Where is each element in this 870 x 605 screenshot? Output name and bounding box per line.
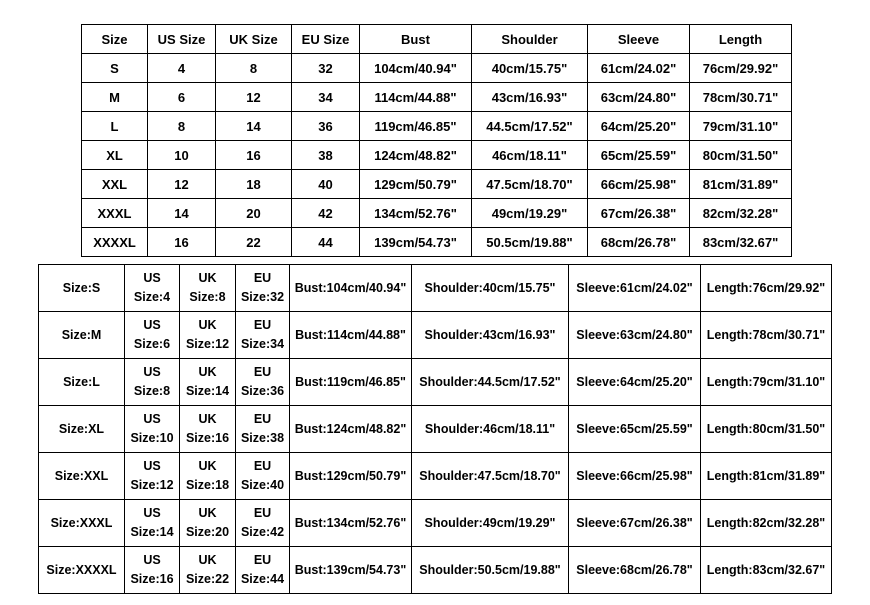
table-cell (290, 265, 412, 312)
cell-text: US (143, 318, 161, 332)
table-cell: 36 (292, 112, 360, 141)
column-header: Length (690, 25, 792, 54)
size-chart-table-detailed (38, 264, 832, 594)
cell-text: Length:81cm/31.89" (706, 468, 826, 483)
cell-text: EU (253, 553, 272, 567)
table-cell (39, 312, 125, 359)
column-header: Shoulder (472, 25, 588, 54)
table-row (39, 359, 832, 406)
size-chart-table (81, 24, 792, 257)
cell-text: Sleeve:66cm/25.98" (576, 468, 693, 483)
cell-text: Shoulder:49cm/19.29" (424, 515, 556, 530)
table-cell: XXXXL (82, 228, 148, 257)
cell-text: Sleeve:64cm/25.20" (576, 374, 693, 389)
table-cell: 50.5cm/19.88" (472, 228, 588, 257)
cell-text: Size:4 (133, 290, 171, 304)
cell-text: Size:44 (240, 572, 285, 586)
table-cell (125, 406, 180, 453)
table-cell (412, 312, 569, 359)
table-cell: 81cm/31.89" (690, 170, 792, 199)
table-cell (180, 547, 236, 594)
table-row (39, 406, 832, 453)
table-cell (180, 359, 236, 406)
cell-text: Shoulder:40cm/15.75" (424, 280, 556, 295)
table-cell (180, 500, 236, 547)
table-cell (180, 406, 236, 453)
table-cell (180, 312, 236, 359)
table-cell: 44.5cm/17.52" (472, 112, 588, 141)
table-cell: XXL (82, 170, 148, 199)
table-cell (290, 359, 412, 406)
table-cell: 32 (292, 54, 360, 83)
cell-text: UK (198, 506, 217, 520)
table-cell (236, 265, 290, 312)
table-cell: 64cm/25.20" (588, 112, 690, 141)
cell-text: Size:6 (133, 337, 171, 351)
cell-text: Size:14 (185, 384, 230, 398)
table-cell (125, 547, 180, 594)
cell-text: Size:8 (133, 384, 171, 398)
cell-text: Size:34 (240, 337, 285, 351)
table-cell: 40cm/15.75" (472, 54, 588, 83)
table-cell: 12 (148, 170, 216, 199)
table-row (82, 141, 792, 170)
cell-text: Length:83cm/32.67" (706, 562, 826, 577)
table-cell: 14 (216, 112, 292, 141)
cell-text: Size:8 (189, 290, 226, 304)
table-cell (290, 500, 412, 547)
cell-text: Bust:119cm/46.85" (295, 374, 406, 389)
table-cell (569, 547, 701, 594)
table-cell (701, 312, 832, 359)
cell-text: Size:XL (58, 421, 105, 436)
table-cell: 6 (148, 83, 216, 112)
table-cell (412, 547, 569, 594)
table-cell (412, 265, 569, 312)
cell-text: Bust:124cm/48.82" (294, 421, 407, 436)
table-cell: 10 (148, 141, 216, 170)
table-cell (290, 547, 412, 594)
table-cell: 79cm/31.10" (690, 112, 792, 141)
table-cell: 49cm/19.29" (472, 199, 588, 228)
table-cell (701, 359, 832, 406)
cell-text: US (143, 412, 161, 426)
table-cell: 16 (216, 141, 292, 170)
table-cell (569, 312, 701, 359)
column-header: Bust (360, 25, 472, 54)
table-cell (180, 453, 236, 500)
cell-text: EU (253, 459, 272, 473)
table-cell: 44 (292, 228, 360, 257)
cell-text: UK (198, 553, 217, 567)
table-cell: 134cm/52.76" (360, 199, 472, 228)
table-cell (412, 359, 569, 406)
cell-text: Size:XXXL (50, 515, 113, 530)
table-cell: 38 (292, 141, 360, 170)
table-cell: 124cm/48.82" (360, 141, 472, 170)
column-header: EU Size (292, 25, 360, 54)
cell-text: US (143, 271, 161, 285)
cell-text: EU (253, 365, 272, 379)
table-cell (125, 312, 180, 359)
table-cell: 47.5cm/18.70" (472, 170, 588, 199)
cell-text: Bust:114cm/44.88" (295, 327, 406, 342)
cell-text: Size:12 (185, 337, 230, 351)
cell-text: Size:20 (185, 525, 230, 539)
table-cell: 67cm/26.38" (588, 199, 690, 228)
table-cell: 43cm/16.93" (472, 83, 588, 112)
table-cell: 76cm/29.92" (690, 54, 792, 83)
cell-text: Length:78cm/30.71" (706, 327, 826, 342)
table-cell: 20 (216, 199, 292, 228)
table-row (82, 170, 792, 199)
table-cell (39, 547, 125, 594)
table-cell (412, 453, 569, 500)
table-cell (125, 265, 180, 312)
cell-text: Size:22 (185, 572, 230, 586)
table-row (82, 199, 792, 228)
cell-text: Size:10 (130, 431, 174, 445)
table-cell (701, 406, 832, 453)
table-cell: 114cm/44.88" (360, 83, 472, 112)
cell-text: Size:XXXXL (46, 562, 117, 577)
table-cell (39, 453, 125, 500)
cell-text: Size:XXL (54, 468, 109, 483)
cell-text: EU (253, 412, 272, 426)
cell-text: Bust:129cm/50.79" (294, 468, 407, 483)
table-row (82, 112, 792, 141)
table-cell: 16 (148, 228, 216, 257)
cell-text: Length:80cm/31.50" (706, 421, 826, 436)
cell-text: Size:18 (185, 478, 230, 492)
cell-text: Sleeve:63cm/24.80" (576, 327, 693, 342)
table-cell (569, 453, 701, 500)
column-header: Sleeve (588, 25, 690, 54)
table-cell (236, 406, 290, 453)
table-cell (569, 500, 701, 547)
table-cell: 78cm/30.71" (690, 83, 792, 112)
table-cell (236, 547, 290, 594)
cell-text: US (143, 365, 161, 379)
table-cell: 119cm/46.85" (360, 112, 472, 141)
table-cell (236, 312, 290, 359)
table-cell (236, 500, 290, 547)
cell-text: EU (253, 318, 272, 332)
table-row (82, 83, 792, 112)
cell-text: Size:42 (240, 525, 285, 539)
table-cell: 129cm/50.79" (360, 170, 472, 199)
cell-text: US (143, 459, 161, 473)
cell-text: UK (198, 459, 217, 473)
table-cell: 14 (148, 199, 216, 228)
cell-text: Size:14 (130, 525, 174, 539)
table-row (39, 312, 832, 359)
table-cell (701, 265, 832, 312)
table-cell: 42 (292, 199, 360, 228)
cell-text: Size:40 (240, 478, 285, 492)
cell-text: Size:S (62, 280, 101, 295)
table-cell: 80cm/31.50" (690, 141, 792, 170)
table-cell (236, 453, 290, 500)
table-cell: 83cm/32.67" (690, 228, 792, 257)
cell-text: Size:12 (130, 478, 174, 492)
table-cell: 18 (216, 170, 292, 199)
table-cell: 46cm/18.11" (472, 141, 588, 170)
cell-text: Shoulder:43cm/16.93" (424, 327, 556, 342)
table-cell: 12 (216, 83, 292, 112)
table-cell: 65cm/25.59" (588, 141, 690, 170)
table-cell (412, 406, 569, 453)
table-cell: 61cm/24.02" (588, 54, 690, 83)
table-cell (701, 500, 832, 547)
cell-text: Bust:134cm/52.76" (294, 515, 407, 530)
table-cell (701, 453, 832, 500)
table-cell (569, 406, 701, 453)
table-cell: 104cm/40.94" (360, 54, 472, 83)
table-row (82, 54, 792, 83)
table-cell (290, 312, 412, 359)
cell-text: Sleeve:68cm/26.78" (576, 562, 693, 577)
table-cell (39, 500, 125, 547)
table-cell: 66cm/25.98" (588, 170, 690, 199)
cell-text: Size:38 (240, 431, 285, 445)
cell-text: Sleeve:67cm/26.38" (576, 515, 693, 530)
cell-text: UK (198, 365, 217, 379)
table-cell: 8 (216, 54, 292, 83)
table-cell: 8 (148, 112, 216, 141)
cell-text: US (143, 506, 161, 520)
table-cell (125, 453, 180, 500)
table-cell (180, 265, 236, 312)
table-header-row (82, 25, 792, 54)
table-row (39, 500, 832, 547)
column-header: Size (82, 25, 148, 54)
table-cell (290, 406, 412, 453)
table-cell (125, 359, 180, 406)
table-cell (236, 359, 290, 406)
table-cell: M (82, 83, 148, 112)
table-row (39, 547, 832, 594)
cell-text: Shoulder:46cm/18.11" (424, 421, 556, 436)
cell-text: Length:76cm/29.92" (706, 280, 826, 295)
table-cell (39, 406, 125, 453)
table-cell (412, 500, 569, 547)
cell-text: Size:32 (240, 290, 285, 304)
table-cell: S (82, 54, 148, 83)
cell-text: Sleeve:61cm/24.02" (576, 280, 693, 295)
table-cell: XXXL (82, 199, 148, 228)
table-cell: 22 (216, 228, 292, 257)
table-cell: L (82, 112, 148, 141)
table-cell: 34 (292, 83, 360, 112)
cell-text: UK (198, 271, 217, 285)
cell-text: Size:L (63, 374, 100, 389)
cell-text: Size:16 (185, 431, 230, 445)
table-cell: 68cm/26.78" (588, 228, 690, 257)
table-row (39, 265, 832, 312)
cell-text: Shoulder:44.5cm/17.52" (419, 374, 561, 389)
cell-text: Size:16 (130, 572, 174, 586)
column-header: UK Size (216, 25, 292, 54)
cell-text: Sleeve:65cm/25.59" (576, 421, 693, 436)
table-cell (569, 265, 701, 312)
table-cell: 63cm/24.80" (588, 83, 690, 112)
column-header: US Size (148, 25, 216, 54)
table-cell (569, 359, 701, 406)
table-row (39, 453, 832, 500)
cell-text: UK (198, 412, 217, 426)
table-row (82, 228, 792, 257)
cell-text: Length:82cm/32.28" (706, 515, 826, 530)
cell-text: Size:M (61, 327, 102, 342)
table-cell: 40 (292, 170, 360, 199)
table-cell: XL (82, 141, 148, 170)
cell-text: EU (253, 506, 272, 520)
table-cell (290, 453, 412, 500)
table-cell: 139cm/54.73" (360, 228, 472, 257)
cell-text: Shoulder:47.5cm/18.70" (419, 468, 561, 483)
table-cell: 82cm/32.28" (690, 199, 792, 228)
table-cell (125, 500, 180, 547)
table-cell (39, 265, 125, 312)
table-cell (701, 547, 832, 594)
cell-text: Size:36 (240, 384, 285, 398)
table-cell: 4 (148, 54, 216, 83)
cell-text: US (143, 553, 161, 567)
table-cell (39, 359, 125, 406)
cell-text: Bust:139cm/54.73" (294, 562, 407, 577)
cell-text: Bust:104cm/40.94" (294, 280, 407, 295)
cell-text: Length:79cm/31.10" (706, 374, 826, 389)
cell-text: Shoulder:50.5cm/19.88" (419, 562, 561, 577)
cell-text: EU (253, 271, 272, 285)
cell-text: UK (198, 318, 217, 332)
